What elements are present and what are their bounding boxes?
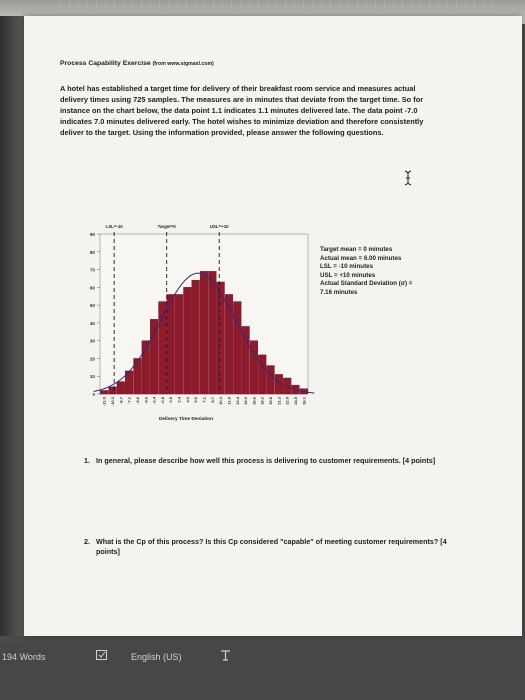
histogram-bar bbox=[208, 271, 216, 394]
x-tick-label: 5.6 bbox=[193, 397, 199, 403]
histogram-bar bbox=[267, 366, 275, 394]
histogram-bar bbox=[200, 271, 208, 394]
x-tick-label: -10.3 bbox=[109, 397, 115, 407]
histogram-bar bbox=[184, 287, 192, 394]
question-2 bbox=[84, 537, 474, 557]
stat-actual-mean: Actual mean = 6.00 minutes bbox=[320, 254, 402, 262]
word-count[interactable]: 194 Words bbox=[2, 652, 46, 662]
x-tick-label: 7.1 bbox=[201, 397, 207, 403]
x-tick-label: 13.4 bbox=[234, 397, 240, 405]
y-tick-label: 40 bbox=[89, 320, 95, 326]
x-tick-label: 24.5 bbox=[293, 397, 299, 405]
stat-usl: USL = +10 minutes bbox=[320, 271, 376, 279]
x-tick-label: -8.7 bbox=[118, 397, 124, 404]
x-tick-label: 15.0 bbox=[243, 397, 249, 405]
y-tick-label: 80 bbox=[89, 249, 95, 255]
question-2-number: 2. bbox=[84, 537, 90, 546]
stat-std-label: Actual Standard Deviation (σ) = bbox=[320, 280, 413, 288]
x-tick-label: -2.4 bbox=[151, 397, 157, 404]
y-tick-label: 60 bbox=[89, 285, 95, 291]
histogram-bar bbox=[233, 302, 241, 394]
text-cursor-icon bbox=[404, 170, 412, 186]
histogram-bar bbox=[275, 374, 283, 394]
stat-lsl: LSL = -10 minutes bbox=[320, 263, 374, 271]
histogram-bar bbox=[242, 326, 250, 394]
histogram-bar bbox=[217, 282, 225, 394]
x-tick-label: 19.8 bbox=[268, 397, 274, 405]
track-changes-icon[interactable] bbox=[220, 650, 231, 661]
y-tick-label: 50 bbox=[89, 303, 95, 309]
document-title bbox=[60, 60, 214, 67]
stat-std-value: 7.16 minutes bbox=[320, 288, 358, 296]
x-tick-label: -7.1 bbox=[126, 397, 132, 404]
histogram-bar bbox=[100, 390, 108, 394]
histogram-bar bbox=[167, 294, 175, 394]
y-tick-label: 90 bbox=[89, 232, 95, 237]
histogram-bar bbox=[192, 280, 200, 394]
y-tick-label: 0 bbox=[92, 392, 95, 397]
proofing-icon[interactable] bbox=[96, 650, 107, 660]
title-text: Process Capability Exercise bbox=[60, 60, 151, 67]
question-1 bbox=[84, 456, 474, 466]
histogram-bar bbox=[225, 294, 233, 394]
x-tick-label: -4.0 bbox=[143, 397, 149, 404]
x-tick-label: -0.8 bbox=[159, 397, 165, 404]
x-tick-label: 0.8 bbox=[168, 397, 174, 403]
x-tick-label: 21.3 bbox=[276, 397, 282, 405]
window-edge bbox=[0, 16, 24, 636]
title-source: (from www.sigmaxl.com) bbox=[152, 61, 214, 67]
ruler bbox=[60, 2, 500, 16]
histogram-bar bbox=[175, 294, 183, 394]
usl-line-label: USL=+10 bbox=[209, 224, 229, 229]
histogram-bar bbox=[134, 358, 142, 394]
histogram-chart bbox=[80, 212, 320, 424]
histogram-bar bbox=[283, 378, 291, 394]
question-1-number: 1. bbox=[84, 456, 90, 465]
status-bar bbox=[0, 644, 525, 700]
histogram-bar bbox=[159, 302, 167, 394]
language-indicator[interactable]: English (US) bbox=[131, 652, 182, 662]
histogram-bar bbox=[258, 355, 266, 394]
y-tick-label: 10 bbox=[89, 374, 95, 380]
x-tick-label: 4.0 bbox=[184, 397, 190, 403]
y-tick-label: 30 bbox=[89, 338, 95, 344]
x-tick-label: 16.6 bbox=[251, 397, 257, 405]
y-tick-label: 70 bbox=[89, 267, 95, 273]
x-tick-label: 2.4 bbox=[176, 397, 182, 403]
document-body: A hotel has established a target time for delivery of their breakfast room service and measures actual delivery times using 725 samples. The measures are in minutes that deviate from the target time. So for instance on the chart below, the data point 1.1 indicates 1.1 minutes delivered late. The data point -7.0 indicates 7.0 minutes delivered early. The hotel wishes to minimize deviation and therefore consistently deliver to the target. Using the information provided, please answer the following questions. bbox=[60, 84, 424, 137]
x-axis-label: Delivery Time Deviation bbox=[158, 417, 214, 422]
x-tick-label: -5.6 bbox=[134, 397, 140, 404]
histogram-bar bbox=[117, 382, 125, 394]
x-tick-label: 10.3 bbox=[218, 397, 224, 405]
x-tick-label: 8.7 bbox=[209, 397, 215, 403]
stat-target-mean: Target mean = 0 minutes bbox=[320, 246, 393, 253]
x-tick-label: 18.2 bbox=[259, 397, 265, 405]
x-tick-label: 26.1 bbox=[301, 397, 307, 405]
lsl-line-label: LSL=-10 bbox=[105, 224, 123, 229]
question-1-text: In general, please describe how well this process is delivering to customer requirements. [4 points] bbox=[96, 456, 436, 465]
x-tick-label: -11.9 bbox=[101, 397, 107, 406]
histogram-bar bbox=[109, 387, 117, 394]
x-tick-label: 11.9 bbox=[226, 397, 232, 405]
question-2-text: What is the Cp of this process? Is this Cp considered "capable" of meeting customer requirements? [4 points] bbox=[96, 537, 447, 556]
histogram-bar bbox=[150, 319, 158, 394]
target-line-label: Target=0 bbox=[157, 224, 176, 229]
y-tick-label: 20 bbox=[89, 356, 95, 362]
x-tick-label: 22.9 bbox=[284, 397, 290, 405]
stats-panel bbox=[320, 246, 460, 298]
